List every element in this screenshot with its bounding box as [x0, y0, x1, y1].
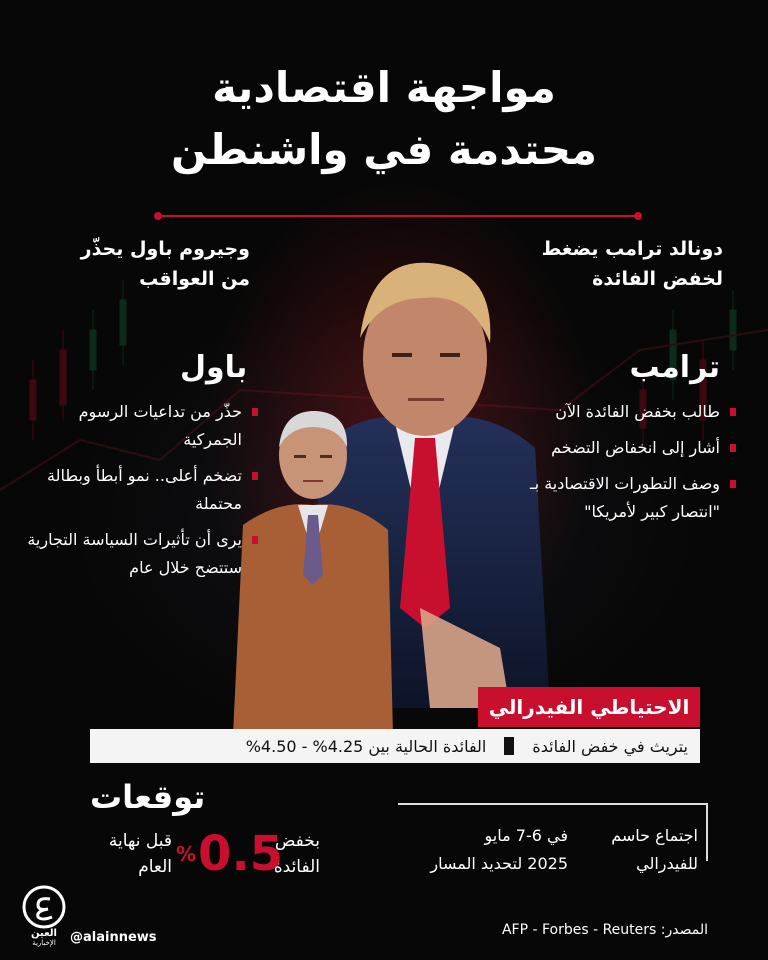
forecast-cut-label: بخفض الفائدة — [273, 831, 320, 877]
current-rate: الفائدة الحالية بين 4.25% - 4.50% — [245, 736, 487, 756]
powell-heading: باول — [180, 350, 248, 385]
source-credit: المصدر: AFP - Forbes - Reuters — [501, 922, 708, 938]
list-item: طالب بخفض الفائدة الآن — [521, 398, 736, 426]
title-divider — [158, 215, 638, 217]
page-title: مواجهة اقتصادية — [212, 63, 556, 112]
forecast-value: % 0.5 — [176, 826, 284, 882]
powell-subtitle: وجيروم باول يحذّر من العواقب — [80, 238, 250, 290]
fed-label: الاحتياطي الفيدرالي — [478, 687, 700, 727]
trump-points — [521, 398, 736, 534]
forecast-before-label: قبل نهاية العام — [108, 831, 172, 877]
logo-text: العين الإخبارية — [31, 928, 57, 947]
fed-stance: يتريث في خفض الفائدة — [532, 736, 688, 756]
meeting-label: اجتماع حاسم للفيدرالي — [611, 826, 698, 873]
trump-heading: ترامب — [629, 350, 720, 385]
separator — [504, 737, 514, 755]
page-title-line2: محتدمة في واشنطن — [170, 125, 598, 174]
powell-points — [26, 398, 258, 590]
social-handle: @alainnews — [70, 930, 157, 945]
list-item: حذّر من تداعيات الرسوم الجمركية — [26, 398, 258, 454]
meeting-detail: في 6-7 مايو 2025 لتحديد المسار — [430, 826, 568, 873]
alain-logo-icon — [22, 885, 66, 929]
list-item: أشار إلى انخفاض التضخم — [521, 434, 736, 462]
forecast-title: توقعات — [90, 778, 206, 816]
trump-subtitle: دونالد ترامب يضغط لخفض الفائدة — [541, 238, 723, 290]
fed-rate-bar — [90, 729, 700, 763]
meeting-divider — [398, 803, 708, 805]
list-item: وصف التطورات الاقتصادية بـ "انتصار كبير لأمريكا" — [521, 470, 736, 526]
list-item: يرى أن تأثيرات السياسة التجارية ستتضح خلال عام — [26, 526, 258, 582]
list-item: تضخم أعلى.. نمو أبطأ وبطالة محتملة — [26, 462, 258, 518]
